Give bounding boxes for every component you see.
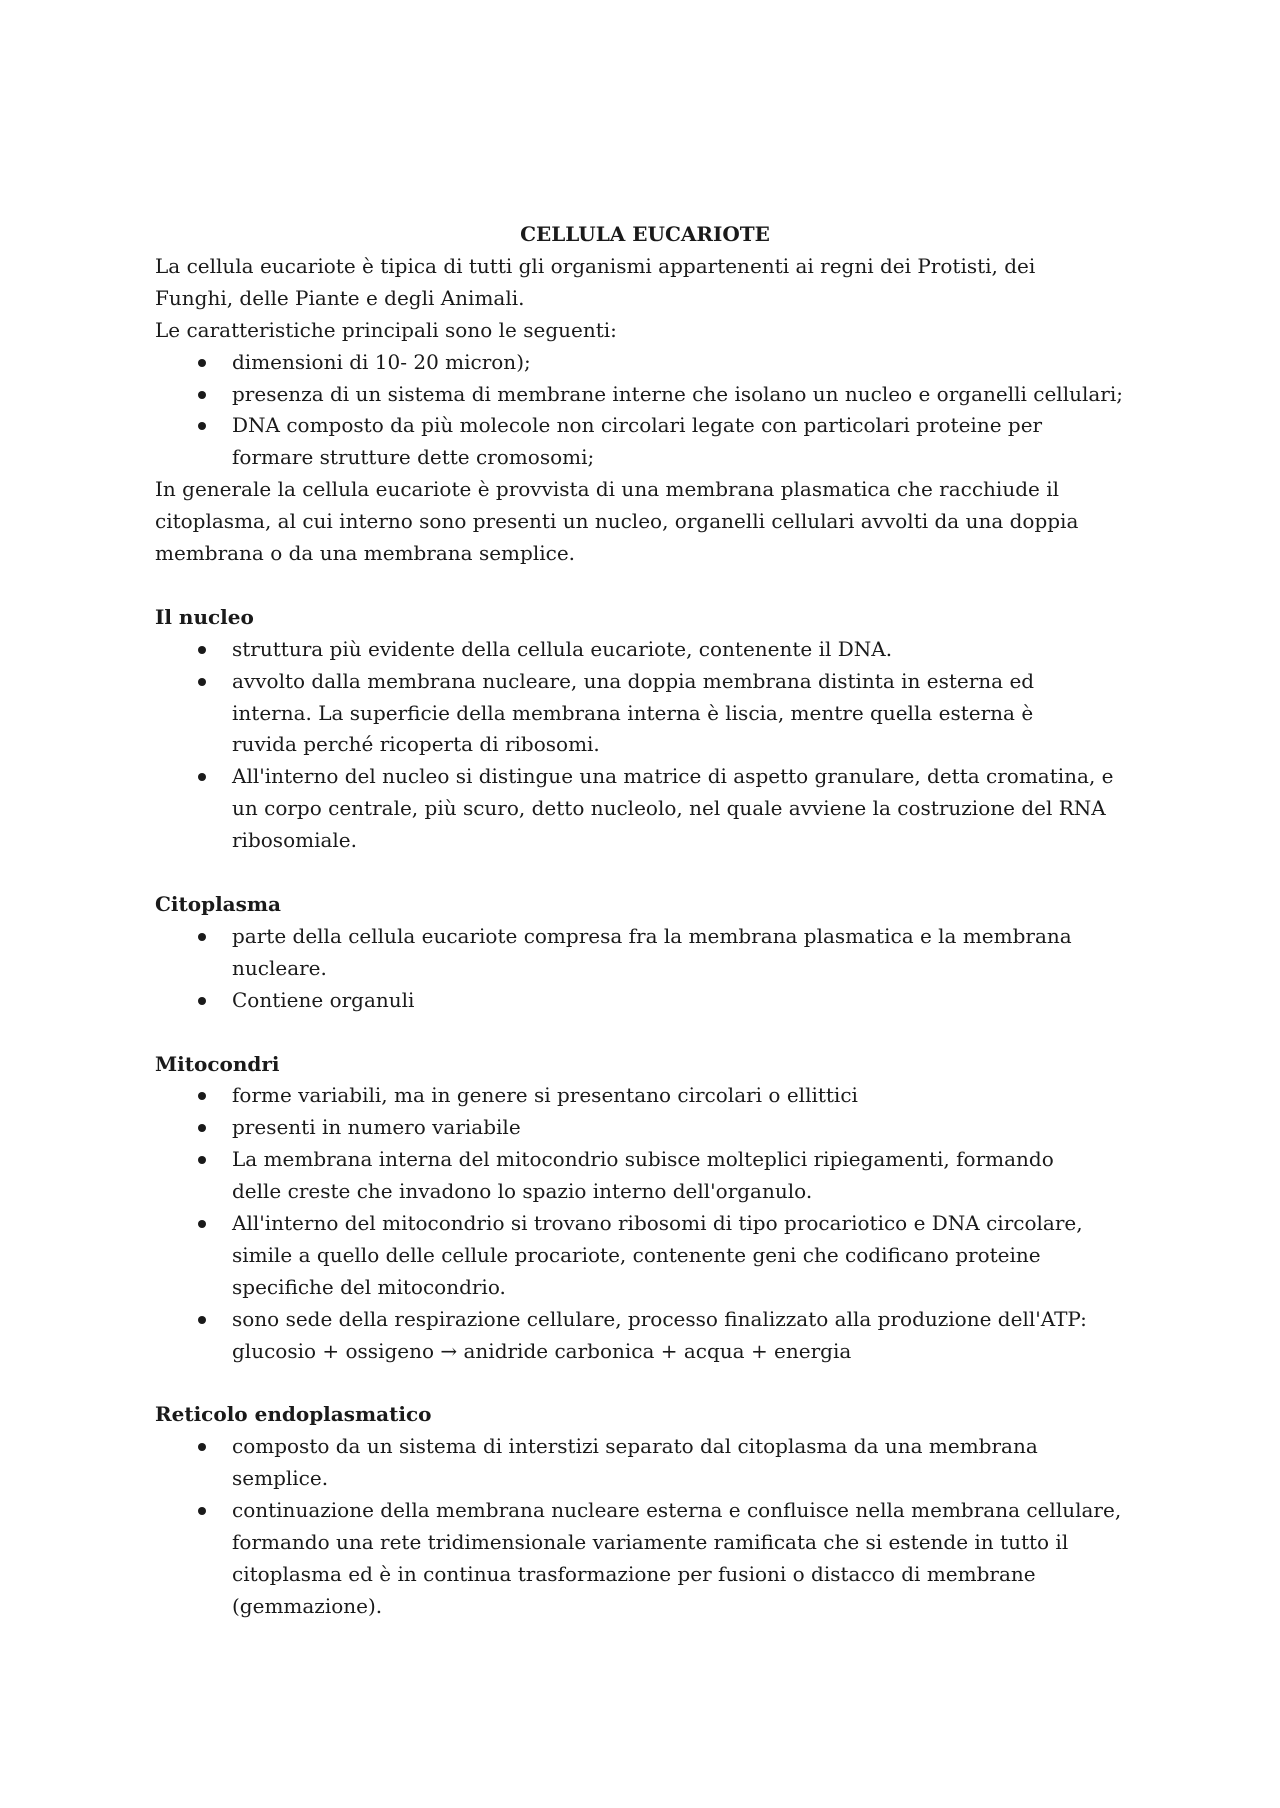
section-heading-citoplasma: Citoplasma — [155, 892, 282, 916]
bullet-icon — [198, 1124, 206, 1132]
bullet-icon — [198, 773, 206, 781]
nucleo-list — [155, 634, 1135, 857]
list-item: avvolto dalla membrana nucleare, una doppia membrana distinta in esterna ed interna. La superficie della membrana interna è liscia, mentre quella esterna è ruvida perché ricoperta di ribosomi. — [155, 666, 1102, 762]
list-item: presenti in numero variabile — [155, 1112, 1135, 1144]
intro-features-label: Le caratteristiche principali sono le seguenti: — [155, 317, 617, 342]
list-item: dimensioni di 10- 20 micron); — [155, 347, 1135, 379]
bullet-icon — [198, 1443, 206, 1451]
bullet-icon — [198, 678, 206, 686]
bullet-icon — [198, 933, 206, 941]
reticolo-list — [155, 1431, 1135, 1622]
list-item: DNA composto da più molecole non circolari legate con particolari proteine per formare strutture dette cromosomi; — [155, 410, 1092, 474]
bullet-icon — [198, 997, 206, 1005]
list-item: Contiene organuli — [155, 985, 1135, 1017]
bullet-icon — [198, 1092, 206, 1100]
intro-feature-list — [155, 347, 1135, 475]
bullet-icon — [198, 359, 206, 367]
bullet-icon — [198, 1507, 206, 1515]
list-item: presenza di un sistema di membrane interne che isolano un nucleo e organelli cellulari; — [155, 379, 1135, 411]
document-page — [155, 219, 1135, 1623]
intro-summary-paragraph: In generale la cellula eucariote è provvista di una membrana plasmatica che racchiude il citoplasma, al cui interno sono presenti un nucleo, organelli cellulari avvolti da una doppia membrana o da una membrana semplice. — [155, 477, 1079, 566]
bullet-icon — [198, 1316, 206, 1324]
bullet-icon — [198, 422, 206, 430]
bullet-icon — [198, 1220, 206, 1228]
list-item: All'interno del nucleo si distingue una matrice di aspetto granulare, detta cromatina, e un corpo centrale, più scuro, detto nucleolo, nel quale avviene la costruzione del RNA ribosomiale. — [155, 761, 1142, 857]
list-item: La membrana interna del mitocondrio subisce molteplici ripiegamenti, formando delle creste che invadono lo spazio interno dell'organulo. — [155, 1144, 1102, 1208]
mitocondri-list — [155, 1080, 1135, 1367]
list-item: struttura più evidente della cellula eucariote, contenente il DNA. — [155, 634, 1135, 666]
bullet-icon — [198, 1156, 206, 1164]
section-heading-mitocondri: Mitocondri — [155, 1051, 280, 1076]
citoplasma-list — [155, 921, 1135, 1017]
document-title: CELLULA EUCARIOTE — [520, 222, 770, 246]
list-item: sono sede della respirazione cellulare, processo finalizzato alla produzione dell'ATP: glucosio + ossigeno → anidride carbonica + acqua + energia — [155, 1304, 1092, 1368]
section-heading-reticolo: Reticolo endoplasmatico — [155, 1402, 432, 1427]
list-item: continuazione della membrana nucleare esterna e confluisce nella membrana cellulare, formando una rete tridimensionale variamente ramificata che si estende in tutto il citoplasma ed è in continua trasformazione per fusioni o distacco di membrane (gemmazione). — [155, 1495, 1132, 1623]
list-item: All'interno del mitocondrio si trovano ribosomi di tipo procariotico e DNA circolare, simile a quello delle cellule procariote, contenente geni che codificano proteine specifiche del mitocondrio. — [155, 1208, 1102, 1304]
list-item: composto da un sistema di interstizi separato dal citoplasma da una membrana semplice. — [155, 1431, 1135, 1495]
section-heading-nucleo: Il nucleo — [155, 604, 254, 629]
bullet-icon — [198, 391, 206, 399]
list-item: forme variabili, ma in genere si presentano circolari o ellittici — [155, 1080, 1135, 1112]
intro-paragraph: La cellula eucariote è tipica di tutti gli organismi appartenenti ai regni dei Protisti, dei Funghi, delle Piante e degli Animali. — [155, 253, 1036, 310]
bullet-icon — [198, 646, 206, 654]
list-item: parte della cellula eucariote compresa fra la membrana plasmatica e la membrana nucleare. — [155, 921, 1072, 985]
